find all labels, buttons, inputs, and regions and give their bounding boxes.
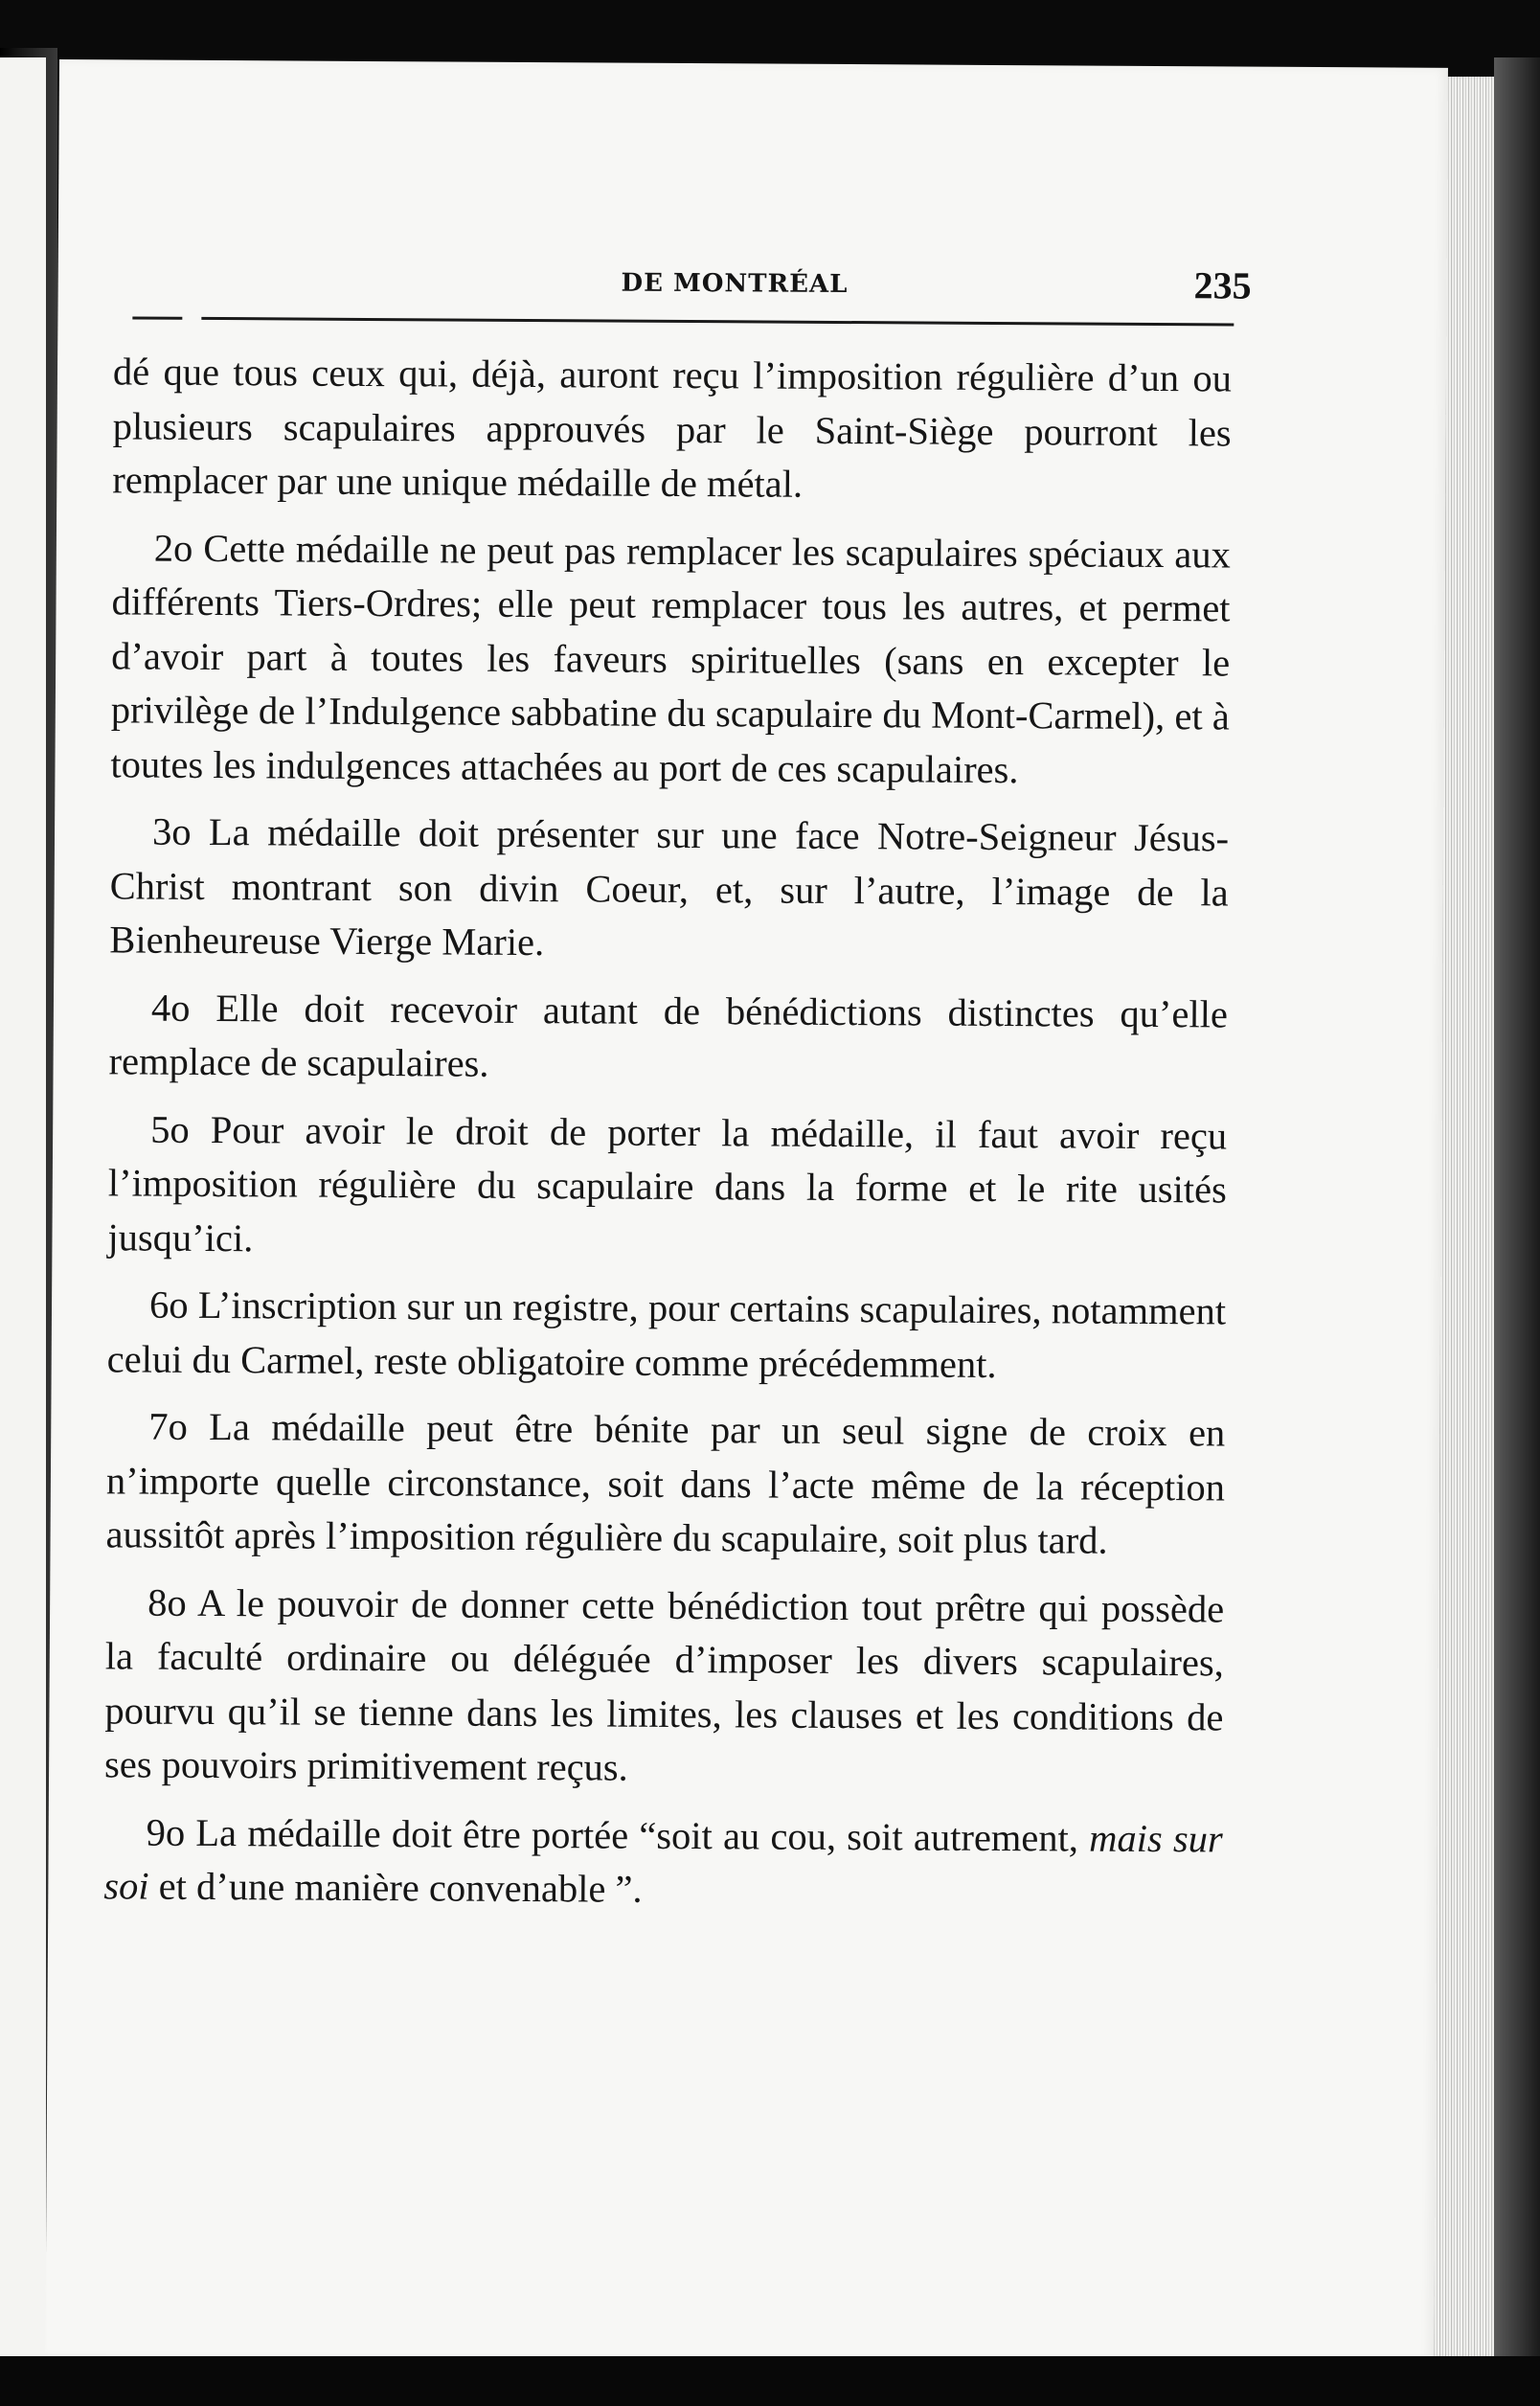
paragraph-item-5: 5o Pour avoir le droit de porter la médaille, il faut avoir reçu l’imposition régulière du scapulaire dans la forme et le rite usités jusqu’ici. bbox=[107, 1107, 1228, 1260]
body-text bbox=[103, 345, 1232, 1934]
paragraph-item-9-end: et d’une manière convenable ”. bbox=[158, 1864, 643, 1911]
paragraph-item-9-start: 9o La médaille doit être portée “soit au cou, soit autrement, bbox=[146, 1810, 1079, 1860]
paragraph-item-3: 3o La médaille doit présenter sur une face Notre-Seigneur Jésus-Christ montrant son divin Coeur, et, sur l’autre, l’image de la Bienheureuse Vierge Marie. bbox=[109, 809, 1230, 965]
book-cover-edge bbox=[1494, 57, 1540, 2406]
header-rule-gap bbox=[182, 315, 201, 322]
running-head bbox=[132, 256, 1252, 320]
paragraph-item-8: 8o A le pouvoir de donner cette bénédiction tout prêtre qui possède la faculté ordinaire ou déléguée d’imposer les divers scapulaires, pourvu qu’il se tienne dans les limites, les clauses et les conditions de ses pouvoirs primitivement reçus. bbox=[103, 1580, 1225, 1789]
paragraph-item-7: 7o La médaille peut être bénite par un seul signe de croix en n’importe quelle circonstance, soit dans l’acte même de la réception aussitôt après l’imposition régulière du scapulaire, soit plus tard. bbox=[105, 1404, 1226, 1562]
facing-page-edge bbox=[0, 57, 46, 2375]
page-sheet bbox=[45, 59, 1448, 2367]
paragraph-item-2: 2o Cette médaille ne peut pas remplacer les scapulaires spéciaux aux différents Tiers-Ordres; elle peut remplacer tous les autres, et permet d’avoir part à toutes les faveurs spirituelles (sans en excepter le privilège de l’Indulgence sabbatine du scapulaire du Mont-Carmel), et à toutes les indulgences attachées au port de ces scapulaires. bbox=[110, 526, 1232, 791]
scan-bottom-border bbox=[0, 2356, 1540, 2406]
paragraph-item-9 bbox=[103, 1805, 1223, 1920]
paragraph-item-6: 6o L’inscription sur un registre, pour certains scapulaires, notamment celui du Carmel, reste obligatoire comme précédemment. bbox=[106, 1282, 1227, 1386]
paragraph-item-4: 4o Elle doit recevoir autant de bénédictions distinctes qu’elle remplace de scapulaires. bbox=[108, 986, 1229, 1085]
running-head-title: DE MONTRÉAL bbox=[621, 268, 849, 300]
paragraph-continuation: dé que tous ceux qui, déjà, auront reçu l’imposition régulière d’un ou plusieurs scapulaires approuvés par le Saint-Siège pourront les remplacer par une unique médaille de métal. bbox=[112, 350, 1233, 506]
italic-phrase: mais sur soi bbox=[103, 1816, 1223, 1908]
page-number: 235 bbox=[1193, 263, 1252, 307]
